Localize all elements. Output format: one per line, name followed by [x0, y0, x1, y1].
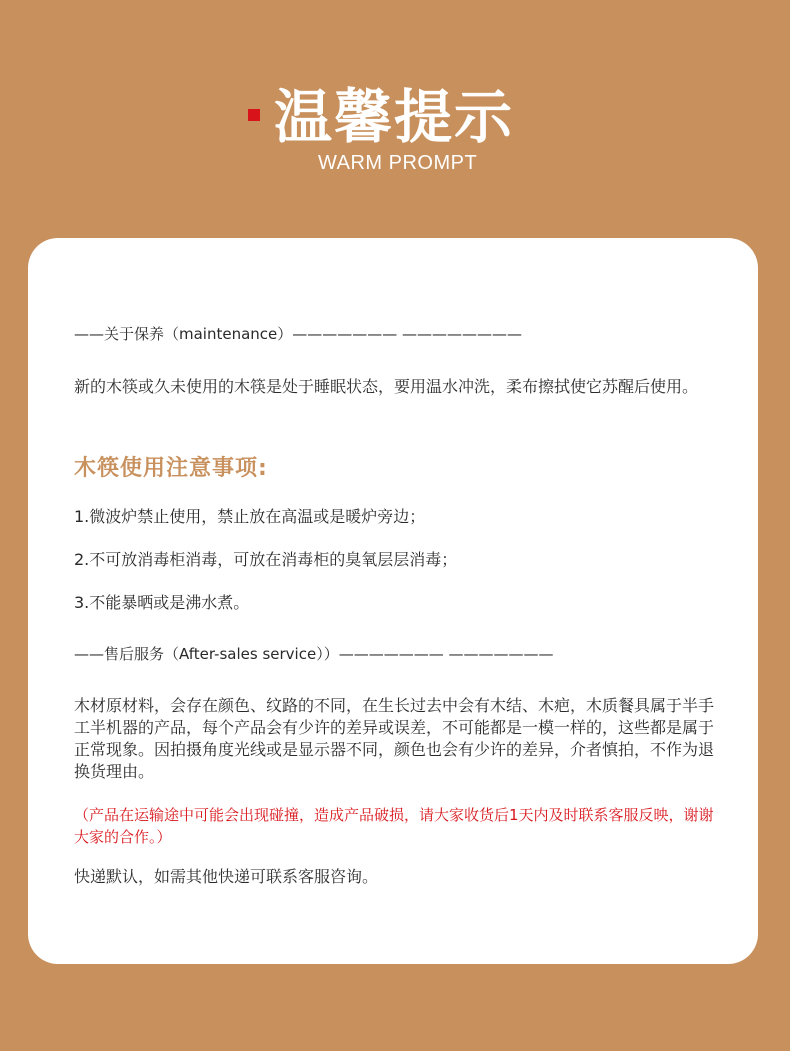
after-sales-warning: （产品在运输途中可能会出现碰撞，造成产品破损，请大家收货后1天内及时联系客服反映，谢谢大家的合作。）: [74, 806, 714, 846]
notes-title: 木筷使用注意事项:: [74, 456, 268, 481]
after-sales-text: 木材原材料，会存在颜色、纹路的不同，在生长过去中会有木结、木疤，木质餐具属于半手工半机器的产品，每个产品会有少许的差异或误差，不可能都是一模一样的，这些都是属于正常现象。因拍摄角度光线或是显示器不同，颜色也会有少许的差异，介者慎拍，不作为退换货理由。: [74, 696, 715, 781]
header: [0, 0, 790, 200]
page-subtitle: WARM PROMPT: [318, 152, 478, 174]
page-title: 温馨提示: [274, 83, 515, 151]
notes-item-3: 3.不能暴晒或是沸水煮。: [74, 593, 250, 612]
after-sales-divider: ——售后服务（After-sales service））——————— ———————: [74, 645, 554, 663]
maintenance-divider: ——关于保养（maintenance）——————— ————————: [74, 325, 523, 343]
notes-item-2: 2.不可放消毒柜消毒，可放在消毒柜的臭氧层层消毒；: [74, 550, 458, 569]
notes-item-1: 1.微波炉禁止使用，禁止放在高温或是暖炉旁边；: [74, 507, 426, 526]
shipping-note: 快递默认，如需其他快递可联系客服咨询。: [74, 867, 379, 886]
maintenance-text: 新的木筷或久未使用的木筷是处于睡眠状态，要用温水冲洗，柔布擦拭使它苏醒后使用。: [74, 377, 699, 396]
accent-square-icon: [248, 109, 260, 121]
